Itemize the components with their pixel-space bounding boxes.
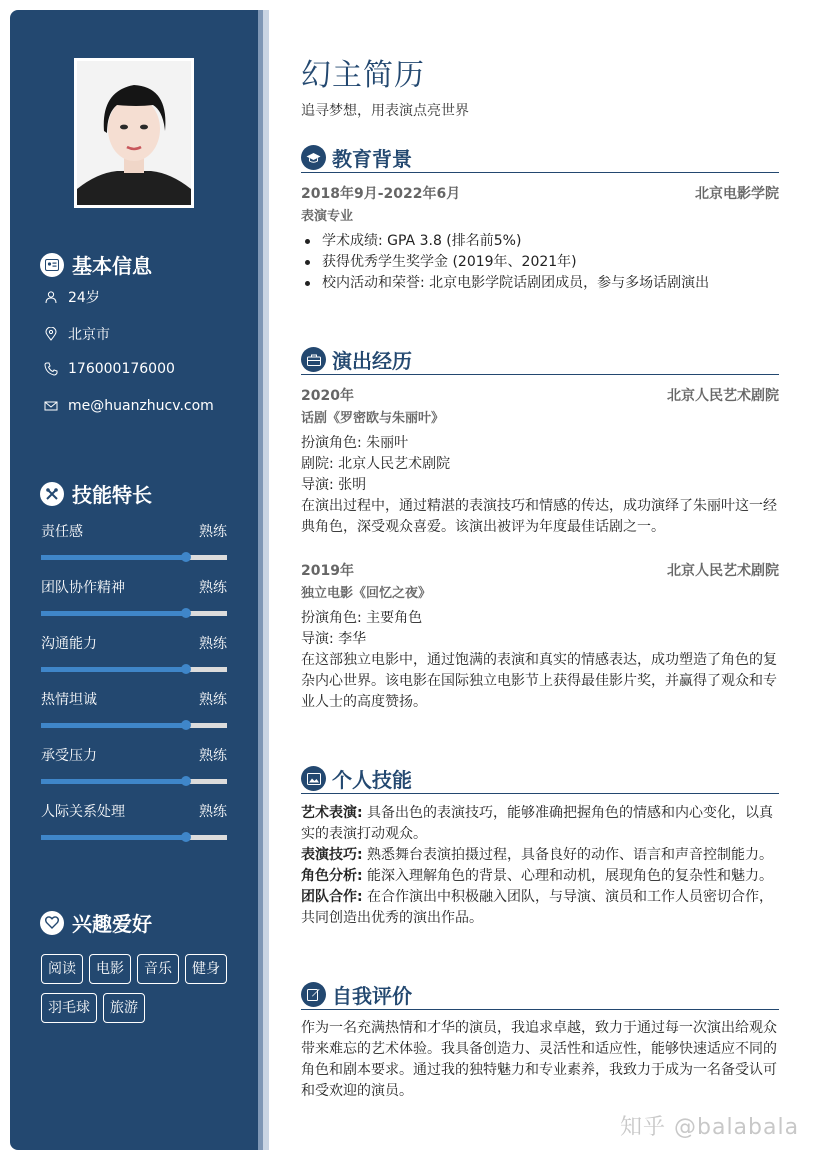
skill-progress-fill [41, 779, 186, 784]
skill-row [41, 521, 227, 560]
skill-text: 具备出色的表演技巧，能够准确把握角色的情感和内心变化，以真实的表演打动观众。 [301, 805, 774, 842]
skill-label: 团队合作: [301, 889, 363, 905]
skill-label: 角色分析: [301, 868, 363, 884]
phone-text: 176000176000 [68, 361, 175, 377]
skill-row [41, 577, 227, 616]
hobby-tag: 旅游 [103, 993, 145, 1023]
detail-line: 剧院: 北京人民艺术剧院 [301, 456, 451, 472]
personal-skills-heading [301, 764, 779, 794]
skill-row [41, 689, 227, 728]
skill-progress-bar [41, 611, 227, 616]
experience-year: 2019年 [301, 563, 354, 579]
skill-name: 承受压力 [41, 748, 97, 764]
skill-item [301, 803, 779, 845]
skill-name: 团队协作精神 [41, 580, 125, 596]
list-item: 校内活动和荣誉: 北京电影学院话剧团成员，参与多场话剧演出 [301, 273, 779, 294]
education-title: 教育背景 [332, 147, 412, 171]
basic-info-title: 基本信息 [72, 254, 152, 278]
edit-icon [301, 982, 326, 1007]
experience-org: 北京人民艺术剧院 [667, 563, 779, 579]
experience-description: 在演出过程中，通过精湛的表演技巧和情感的传达，成功演绎了朱丽叶这一经典角色，深受观众喜爱。该演出被评为年度最佳话剧之一。 [301, 498, 777, 535]
detail-line: 扮演角色: 主要角色 [301, 610, 423, 626]
skill-header [41, 801, 227, 821]
experience-org: 北京人民艺术剧院 [667, 388, 779, 404]
experience-details [301, 433, 779, 538]
experience-work: 话剧《罗密欧与朱丽叶》 [301, 411, 445, 426]
image-card-icon [301, 766, 326, 791]
list-item: 获得优秀学生奖学金 (2019年、2021年) [301, 252, 779, 273]
basic-info-heading [40, 250, 152, 279]
education-school: 北京电影学院 [695, 186, 779, 202]
skill-label: 表演技巧: [301, 847, 363, 863]
skill-text: 在合作演出中积极融入团队，与导演、演员和工作人员密切合作，共同创造出优秀的演出作品。 [301, 889, 774, 926]
experience-heading [301, 345, 779, 375]
hobbies-heading [40, 908, 152, 937]
skill-name: 沟通能力 [41, 636, 97, 652]
age-text: 24岁 [68, 290, 100, 306]
experience-details [301, 608, 779, 713]
heart-icon [40, 911, 64, 935]
skill-progress-bar [41, 667, 227, 672]
experience-row [301, 385, 779, 405]
skill-row [41, 633, 227, 672]
self-eval-text: 作为一名充满热情和才华的演员，我追求卓越，致力于通过每一次演出给观众带来难忘的艺术体验。我具备创造力、灵活性和适应性，能够快速适应不同的角色和剧本要求。通过我的独特魅力和专业素养，我致力于成为一名备受认可和受欢迎的演员。 [301, 1020, 777, 1099]
skill-name: 责任感 [41, 524, 83, 540]
self-eval-title: 自我评价 [332, 984, 412, 1008]
skill-level: 熟练 [199, 580, 227, 596]
experience-description: 在这部独立电影中，通过饱满的表演和真实的情感表达，成功塑造了角色的复杂内心世界。该电影在国际独立电影节上获得最佳影片奖，并赢得了观众和专业人士的高度赞扬。 [301, 652, 777, 710]
sidebar-divider-light [263, 10, 269, 1150]
list-item: 学术成绩: GPA 3.8 (排名前5%) [301, 231, 779, 252]
personal-skills-title: 个人技能 [332, 768, 412, 792]
skill-item [301, 866, 779, 887]
hobby-tag: 健身 [185, 954, 227, 984]
profile-photo [74, 58, 194, 208]
skill-progress-bar [41, 555, 227, 560]
education-heading [301, 143, 779, 173]
hobby-tag: 羽毛球 [41, 993, 97, 1023]
watermark: 知乎 @balabala [620, 1115, 800, 1140]
email-text: me@huanzhucv.com [68, 398, 214, 414]
skill-progress-bar [41, 723, 227, 728]
id-card-icon [40, 253, 64, 277]
skill-level: 熟练 [199, 524, 227, 540]
detail-line: 导演: 李华 [301, 631, 367, 647]
skill-header [41, 689, 227, 709]
skill-text: 熟悉舞台表演拍摄过程，具备良好的动作、语言和声音控制能力。 [362, 847, 774, 863]
info-city [44, 324, 110, 344]
skills-title: 技能特长 [72, 483, 152, 507]
skills-heading [40, 479, 152, 508]
skill-text: 能深入理解角色的背景、心理和动机，展现角色的复杂性和魅力。 [362, 868, 774, 884]
skill-item [301, 845, 779, 866]
skill-header [41, 521, 227, 541]
phone-icon [44, 362, 58, 376]
hobby-tag: 电影 [89, 954, 131, 984]
hobby-tag: 阅读 [41, 954, 83, 984]
skill-level: 熟练 [199, 748, 227, 764]
detail-line: 导演: 张明 [301, 477, 367, 493]
hobby-tag: 音乐 [137, 954, 179, 984]
personal-skills-list [301, 803, 779, 929]
skill-row [41, 745, 227, 784]
skill-level: 熟练 [199, 636, 227, 652]
experience-work: 独立电影《回忆之夜》 [301, 586, 432, 601]
info-phone [44, 361, 175, 377]
skill-progress-bar [41, 779, 227, 784]
education-list [301, 231, 779, 294]
skill-name: 人际关系处理 [41, 804, 125, 820]
motto: 追寻梦想，用表演点亮世界 [301, 103, 469, 119]
skill-header [41, 577, 227, 597]
hobbies-title: 兴趣爱好 [72, 912, 152, 936]
education-major: 表演专业 [301, 209, 354, 224]
skill-row [41, 801, 227, 840]
skill-progress-bar [41, 835, 227, 840]
skill-progress-fill [41, 835, 186, 840]
skill-level: 熟练 [199, 804, 227, 820]
page-title: 幻主简历 [301, 58, 425, 93]
hobby-tags [41, 954, 241, 1023]
skill-progress-fill [41, 611, 186, 616]
education-row [301, 183, 779, 203]
info-age [44, 287, 100, 307]
experience-title: 演出经历 [332, 349, 412, 373]
tools-icon [40, 482, 64, 506]
skill-header [41, 633, 227, 653]
location-pin-icon [44, 327, 58, 341]
info-email [44, 398, 214, 414]
experience-row [301, 560, 779, 580]
skill-name: 热情坦诚 [41, 692, 97, 708]
skill-progress-fill [41, 667, 186, 672]
skill-item [301, 887, 779, 929]
skill-progress-fill [41, 723, 186, 728]
graduation-cap-icon [301, 145, 326, 170]
education-period: 2018年9月-2022年6月 [301, 186, 461, 202]
self-eval-heading [301, 980, 779, 1010]
skill-level: 熟练 [199, 692, 227, 708]
mail-icon [44, 399, 58, 413]
briefcase-icon [301, 347, 326, 372]
experience-year: 2020年 [301, 388, 354, 404]
skill-header [41, 745, 227, 765]
city-text: 北京市 [68, 327, 110, 343]
detail-line: 扮演角色: 朱丽叶 [301, 435, 409, 451]
skill-label: 艺术表演: [301, 805, 363, 821]
skill-progress-fill [41, 555, 186, 560]
person-icon [44, 290, 58, 304]
